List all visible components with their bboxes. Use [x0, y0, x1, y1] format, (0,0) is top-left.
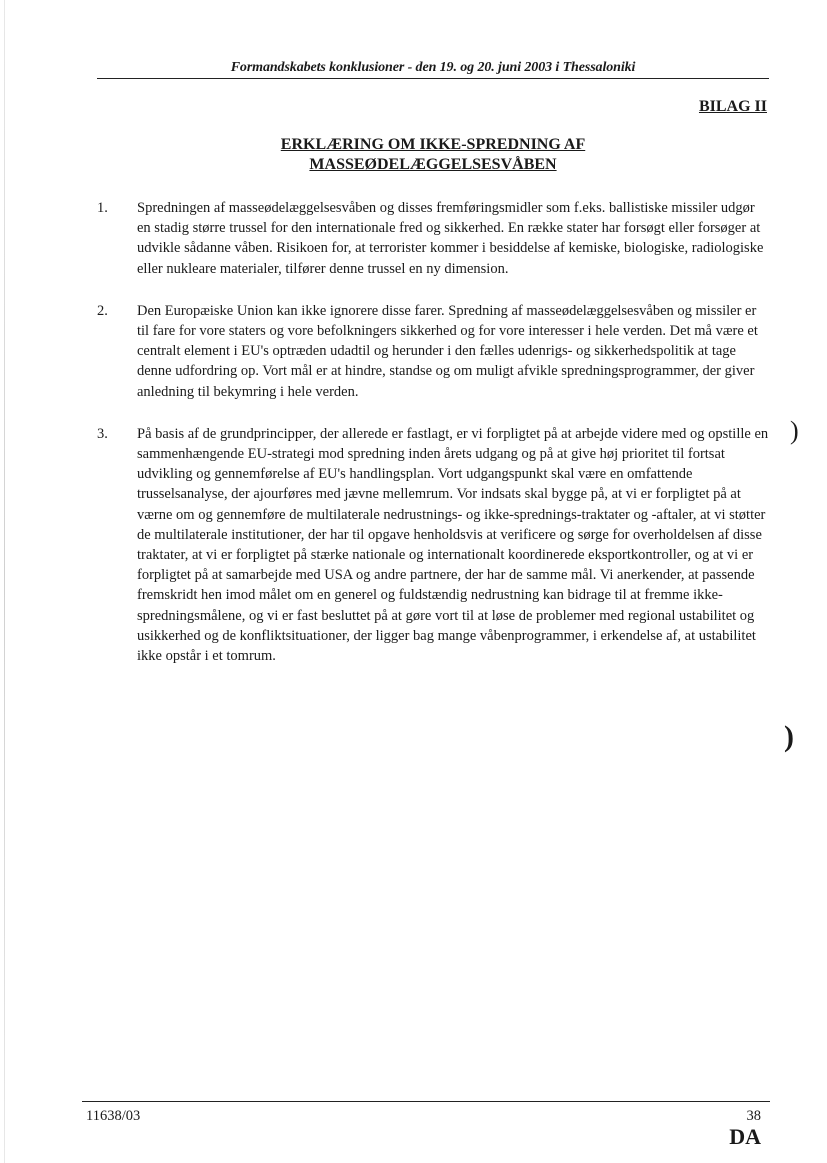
paragraph-text: På basis af de grundprincipper, der allerede er fastlagt, er vi forpligtet på at arbejde videre med og opstille en sammenhængende EU-strategi mod spredning inden årets udgang og på at give høj prioritet til fortsat udvikling og gennemførelse af EU's handlingsplan. Vort udgangspunkt skal være en omfattende trusselsanalyse, der ajourføres med jævne mellemrum. Vor indsats skal bygge på, at vi er forpligtet på at værne om og gennemføre de multilaterale nedrustnings- og ikke-sprednings-traktater og -aftaler, at vi støtter de multilaterale institutioner, der har til opgave henholdsvis at verificere og sørge for overholdelsen af disse traktater, at vi er forpligtet på stærke nationale og internationalt koordinerede eksportkontroller, og at vi er forpligtet på at samarbejde med USA og andre partnere, der har de samme mål. Vi anerkender, at passende fremskridt hen imod målet om en generel og fuldstændig nedrustning kan bidrage til at fremme ikke-spredningsmålene, og vi er fast besluttet på at gøre vort til at løse de problemer med regional ustabilitet og usikkerhed og de konfliktsituationer, der ligger bag mange våbenprogrammer, i erkendelse af, at ustabilitet ikke opstår i et tomrum. — [137, 425, 769, 665]
paragraph-list — [97, 198, 769, 688]
document-title — [97, 135, 769, 175]
paragraph-number: 3. — [97, 425, 108, 442]
document-reference: 11638/03 — [86, 1108, 141, 1124]
page-number: 38 — [746, 1108, 761, 1124]
document-title-line-1: ERKLÆRING OM IKKE-SPREDNING AF — [280, 136, 586, 153]
paragraph-number: 2. — [97, 302, 108, 319]
footer-divider — [82, 1101, 770, 1102]
annex-label: BILAG II — [698, 98, 767, 115]
binding-hole-mark: ) — [790, 416, 799, 445]
language-code: DA — [729, 1124, 761, 1149]
paragraph-3 — [97, 424, 769, 666]
paragraph-2 — [97, 301, 769, 402]
paragraph-1 — [97, 198, 769, 279]
header-divider — [97, 78, 769, 79]
paragraph-text: Spredningen af masseødelæggelsesvåben og disses fremføringsmidler som f.eks. ballistiske missiler udgør en stadig større trussel for den internationale fred og sikkerhed. En række stater har forsøgt eller forsøger at udvikle sådanne våben. Risikoen for, at terrorister kommer i besiddelse af kemiske, biologiske, radiologiske eller nukleare materialer, tilfører denne trussel en ny dimension. — [137, 200, 764, 277]
paragraph-text: Den Europæiske Union kan ikke ignorere disse farer. Spredning af masseødelæggelsesvåben og missiler er til fare for vore staters og vore befolkningers sikkerhed og for vore interesser i hele verden. Det må være et centralt element i EU's optræden udadtil og herunder i den fælles udenrigs- og sikkerhedspolitik at tage denne udfordring op. Vort mål er at hindre, standse og om muligt afvikle spredningsprogrammer, der giver anledning til bekymring i hele verden. — [137, 302, 758, 400]
document-title-line-2: MASSEØDELÆGGELSESVÅBEN — [309, 156, 557, 173]
running-header: Formandskabets konklusioner - den 19. og 20. juni 2003 i Thessaloniki — [230, 60, 636, 75]
paragraph-number: 1. — [97, 200, 108, 216]
scan-edge-line — [4, 0, 5, 1163]
binding-hole-mark: ) — [784, 720, 794, 753]
